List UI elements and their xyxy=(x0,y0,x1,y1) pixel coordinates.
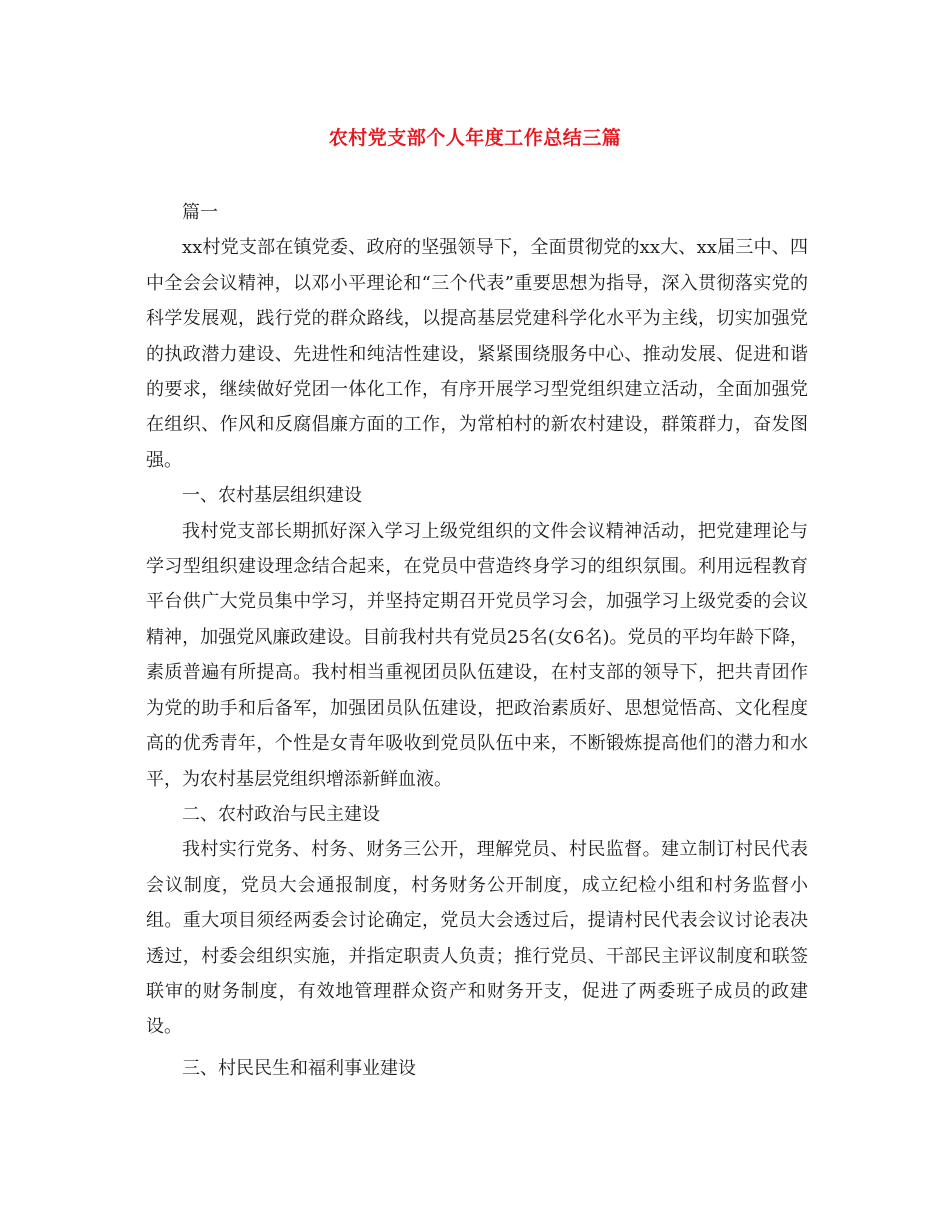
section-label: 篇一 xyxy=(182,202,218,223)
document-body xyxy=(146,195,808,1086)
section-paragraph-democracy: 我村实行党务、村务、财务三公开，理解党员、村民监督。建立制订村民代表会议制度，党员大会通报制度，村务财务公开制度，成立纪检小组和村务监督小组。重大项目须经两委会讨论确定，党员大会透过后，提请村民代表会议讨论表决透过，村委会组织实施，并指定职责人负责；推行党员、干部民主评议制度和联签联审的财务制度，有效地管理群众资产和财务开支，促进了两委班子成员的政建设。 xyxy=(146,839,808,1038)
document-title: 农村党支部个人年度工作总结三篇 xyxy=(328,127,622,149)
section-paragraph-organization: 我村党支部长期抓好深入学习上级党组织的文件会议精神活动，把党建理论与学习型组织建设理念结合起来，在党员中营造终身学习的组织氛围。利用远程教育平台供广大党员集中学习，并坚持定期召开党员学习会，加强学习上级党委的会议精神，加强党风廉政建设。目前我村共有党员25名(女6名)。党员的平均年龄下降，素质普遍有所提高。我村相当重视团员队伍建设，在村支部的领导下，把共青团作为党的助手和后备军，加强团员队伍建设，把政治素质好、思想觉悟高、文化程度高的优秀青年，个性是女青年吸收到党员队伍中来，不断锻炼提高他们的潜力和水平，为农村基层党组织增添新鲜血液。 xyxy=(146,520,808,790)
section-heading-organization: 一、农村基层组织建设 xyxy=(182,485,362,507)
section-heading-democracy: 二、农村政治与民主建设 xyxy=(182,803,380,825)
intro-paragraph: xx村党支部在镇党委、政府的坚强领导下，全面贯彻党的xx大、xx届三中、四中全会会议精神，以邓小平理论和“三个代表”重要思想为指导，深入贯彻落实党的科学发展观，践行党的群众路线，以提高基层党建科学化水平为主线，切实加强党的执政潜力建设、先进性和纯洁性建设，紧紧围绕服务中心、推动发展、促进和谐的要求，继续做好党团一体化工作，有序开展学习型党组织建立活动，全面加强党在组织、作风和反腐倡廉方面的工作，为常柏村的新农村建设，群策群力，奋发图强。 xyxy=(146,237,808,471)
section-heading-welfare: 三、村民民生和福利事业建设 xyxy=(182,1057,416,1079)
